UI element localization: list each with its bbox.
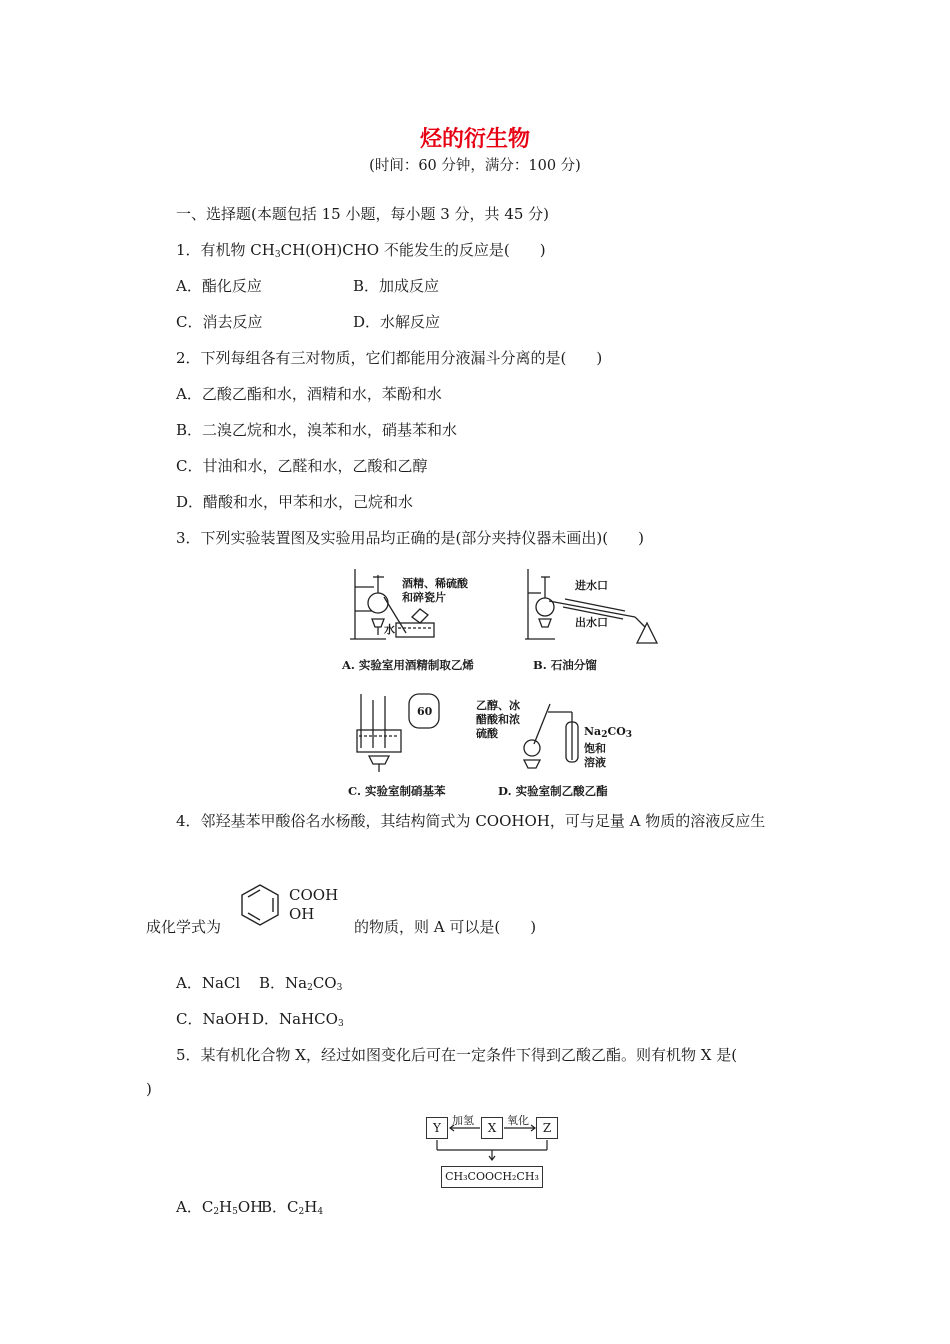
fig-d-label-1: 乙醇、冰 bbox=[476, 699, 520, 712]
arrow-label-oxidation: 氧化 bbox=[507, 1114, 529, 1127]
q2-option-c: C．甘油和水，乙醛和水，乙酸和乙醇 bbox=[176, 457, 428, 475]
page-title: 烃的衍生物 bbox=[419, 126, 530, 152]
q4-option-b: B．$Na_2CO_3$ bbox=[259, 974, 343, 993]
node-y: Y bbox=[426, 1117, 448, 1139]
fig-a-caption: A. 实验室用酒精制取乙烯 bbox=[342, 658, 474, 672]
fig-b-outlet-label: 出水口 bbox=[575, 616, 608, 629]
fig-d-label-3: 硫酸 bbox=[476, 727, 498, 740]
fig-c-caption: C. 实验室制硝基苯 bbox=[348, 784, 446, 798]
fig-b-inlet-label: 进水口 bbox=[575, 579, 608, 592]
q4-option-a: A．NaCl bbox=[176, 974, 241, 992]
question-4-stem: 4．邻羟基苯甲酸俗名水杨酸，其结构简式为 COOHOH，可与足量 A 物质的溶液反应生 bbox=[176, 812, 766, 830]
arrow-label-hydrogenation: 加氢 bbox=[452, 1114, 474, 1127]
structure-cooh: COOH bbox=[289, 886, 339, 904]
q2-option-b: B．二溴乙烷和水，溴苯和水，硝基苯和水 bbox=[176, 421, 458, 439]
node-x: X bbox=[481, 1117, 503, 1139]
fig-c-temperature: 60 bbox=[417, 705, 433, 718]
fig-d-label-2: 醋酸和浓 bbox=[476, 713, 520, 726]
fig-a-label-2: 和碎瓷片 bbox=[402, 591, 446, 604]
fig-b-caption: B. 石油分馏 bbox=[533, 658, 597, 672]
q4-prefix-text: 成化学式为 bbox=[146, 918, 222, 936]
q2-option-a: A．乙酸乙酯和水，酒精和水，苯酚和水 bbox=[176, 385, 442, 403]
q1-option-d: D．水解反应 bbox=[353, 313, 441, 331]
q5-option-b: B．$C_2H_4$ bbox=[261, 1198, 324, 1217]
q4-option-d: D．NaHCO$_3$ bbox=[252, 1010, 344, 1029]
node-z: Z bbox=[536, 1117, 558, 1139]
fig-d-reagent-formula: $Na_2CO_3$ bbox=[584, 725, 633, 740]
structure-oh: OH bbox=[289, 905, 315, 923]
fig-d-caption: D. 实验室制乙酸乙酯 bbox=[498, 784, 608, 798]
q2-option-d: D．醋酸和水，甲苯和水，己烷和水 bbox=[176, 493, 414, 511]
q1-option-c: C．消去反应 bbox=[176, 313, 263, 331]
question-2-stem: 2．下列每组各有三对物质，它们都能用分液漏斗分离的是( ) bbox=[176, 349, 603, 367]
q4-option-c: C．NaOH bbox=[176, 1010, 250, 1028]
fig-a-label-1: 酒精、稀硫酸 bbox=[402, 577, 468, 590]
fig-d-reagent-2: 饱和 bbox=[584, 742, 606, 755]
question-1-stem: 1．有机物 $CH_3CH(OH)CHO$ 不能发生的反应是( ) bbox=[176, 241, 546, 260]
page-subtitle: (时间：60 分钟，满分：100 分) bbox=[369, 158, 581, 174]
question-5-close: ) bbox=[146, 1080, 152, 1098]
question-3-stem: 3．下列实验装置图及实验用品均正确的是(部分夹持仪器未画出)( ) bbox=[176, 529, 644, 547]
figure-c-apparatus bbox=[355, 690, 445, 775]
question-5-stem: 5．某有机化合物 X，经过如图变化后可在一定条件下得到乙酸乙酯。则有机物 X 是( bbox=[176, 1046, 738, 1064]
benzene-ring-structure bbox=[238, 882, 288, 932]
q4-suffix-text: 的物质，则 A 可以是( ) bbox=[354, 918, 537, 936]
section-heading: 一、选择题(本题包括 15 小题，每小题 3 分，共 45 分) bbox=[176, 205, 550, 223]
q5-option-a: A．$C_2H_5OH$ bbox=[176, 1198, 264, 1217]
q1-option-b: B．加成反应 bbox=[353, 277, 440, 295]
fig-a-water-label: 水 bbox=[384, 623, 395, 636]
product-ethyl-acetate: CH₃COOCH₂CH₃ bbox=[441, 1166, 543, 1188]
q1-option-a: A．酯化反应 bbox=[176, 277, 262, 295]
fig-d-reagent-3: 溶液 bbox=[584, 756, 606, 769]
